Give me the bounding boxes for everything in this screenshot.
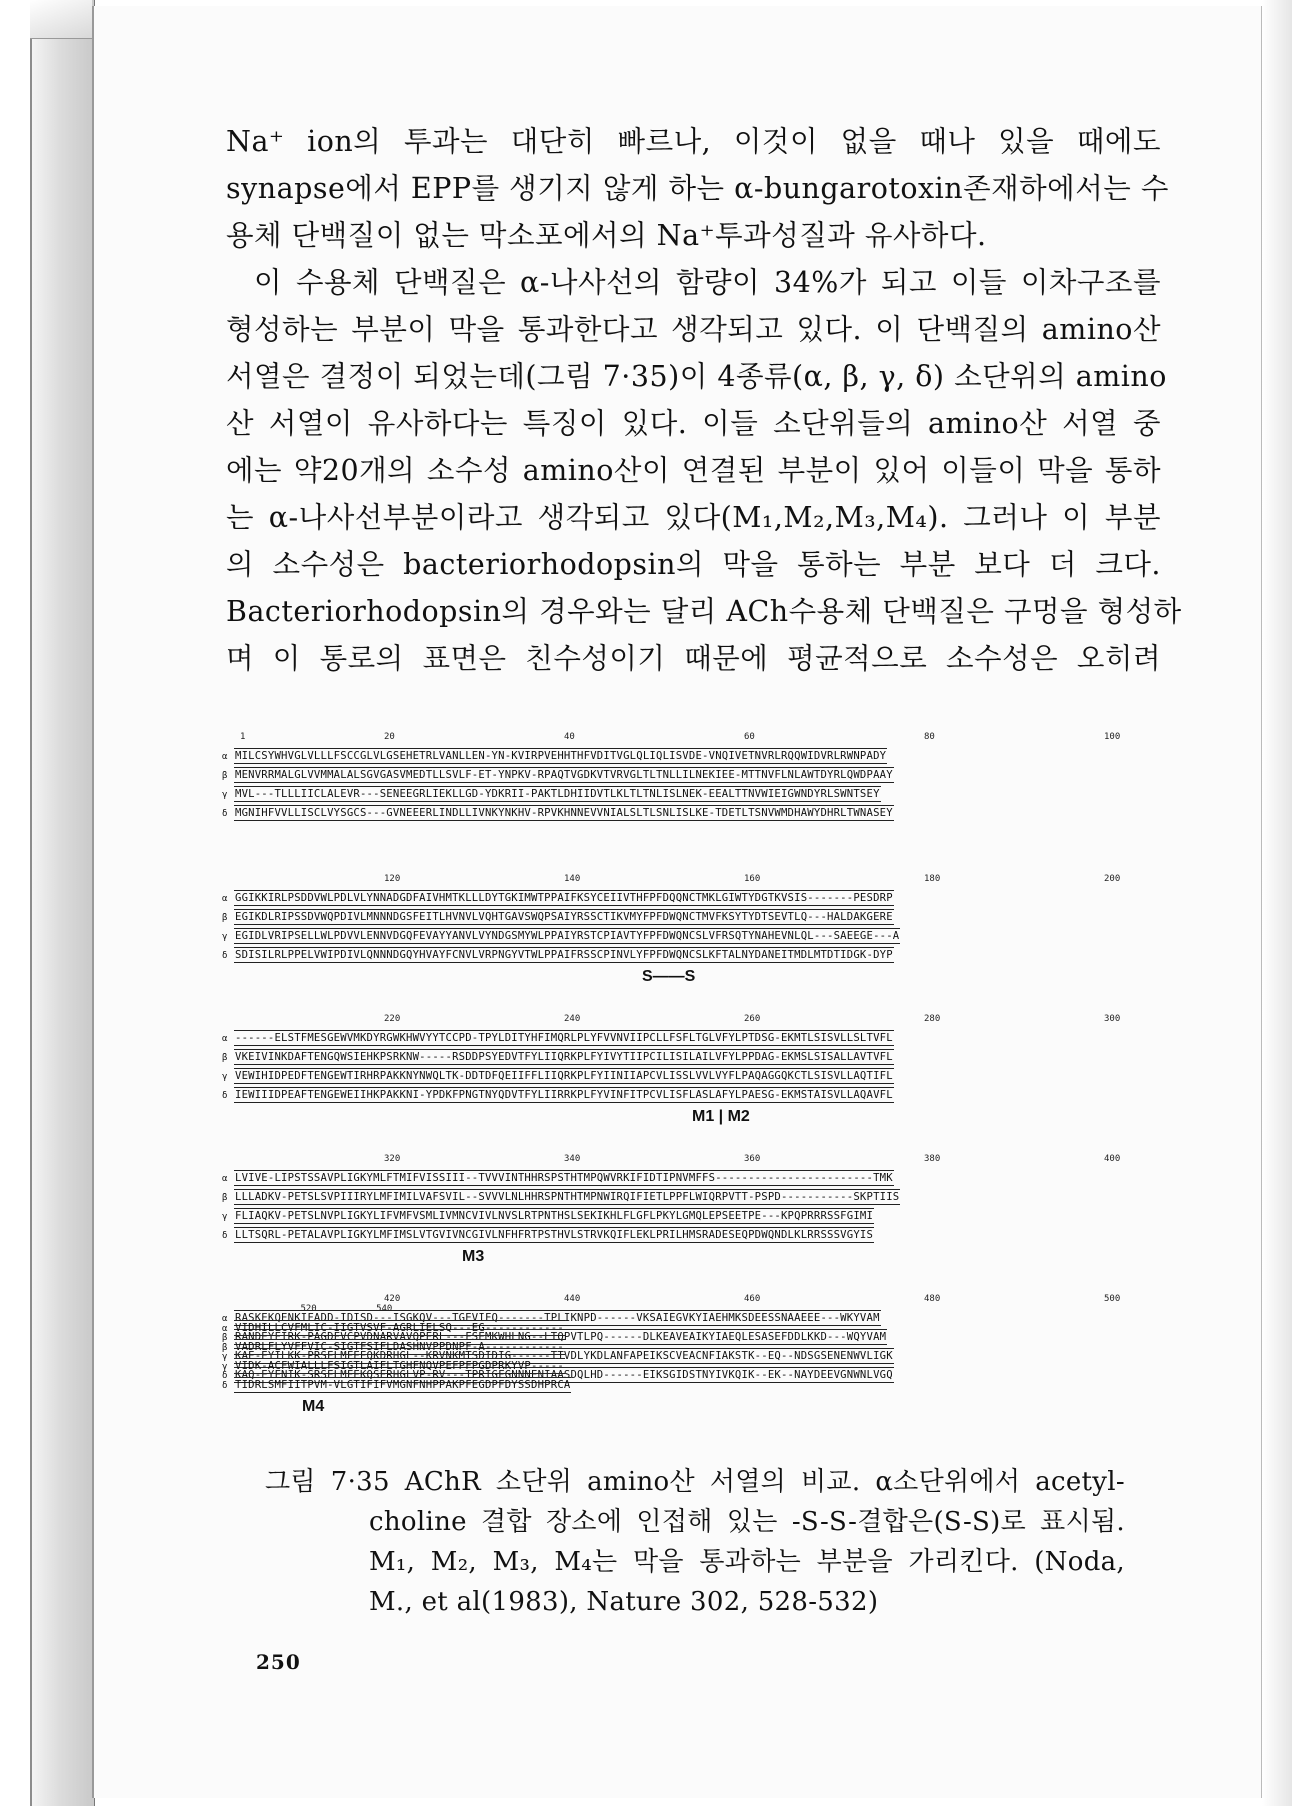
alignment-block <box>222 1154 1162 1284</box>
amino-acid-sequence: VADRLFLYVFFVIC-SIGTFSIFLDASHNVPPDNPF-A------------ <box>235 1341 564 1353</box>
amino-acid-sequence: LLTSQRL-PETALAVPLIGKYLMFIMSLVTGVIVNCGIVLNFHFRTPSTHVLSTRVKQIFLEKLPRILHMSRADESEQPDWQNDLKLRRSSSVGYIS <box>235 1229 874 1241</box>
subunit-label: α <box>222 894 228 904</box>
region-marker: M4 <box>302 1398 325 1415</box>
subunit-label: β <box>222 1343 228 1353</box>
sequence-row <box>222 909 1162 927</box>
sequence-row <box>222 786 1162 804</box>
subunit-label: β <box>222 771 228 781</box>
ruler-tick-label: 520 <box>300 1304 317 1314</box>
ruler-tick-label: 460 <box>744 1294 761 1304</box>
caption-line: M., et al(1983), Nature 302, 528-532) <box>369 1587 879 1617</box>
sequence-row <box>222 1068 1162 1086</box>
subunit-label: δ <box>222 951 228 961</box>
alignment-block <box>222 874 1162 1004</box>
ruler-tick-label: 280 <box>924 1014 941 1024</box>
amino-acid-sequence: KAE-EYILKK-PRSELMFEEQKDRHGL--KRVNKMTSDIDIG------TTVDLYKDLANFAPEIKSCVEACNFIAKSTK--EQ--NDSGSENENWVLIGK <box>235 1350 893 1362</box>
body-line: 서열은 결정이 되었는데(그림 7·35)이 4종류(α, β, γ, δ) 소단위의 amino <box>226 360 1167 393</box>
position-ruler <box>240 1304 1158 1318</box>
subunit-label: γ <box>222 1072 228 1082</box>
ruler-tick-label: 1 <box>240 732 246 742</box>
amino-acid-sequence: MGNIHFVVLLISCLVYSGCS---GVNEEERLINDLLIVNKYNKHV-RPVKHNNEVVNIALSLTLSNLISLKE-TDETLTSNVWMDHAWYDHRLTWNASEY <box>235 807 893 819</box>
ruler-tick-label: 160 <box>744 874 761 884</box>
book-cover-corner <box>30 0 92 39</box>
subunit-label: β <box>222 1193 228 1203</box>
body-line: 는 α-나사선부분이라고 생각되고 있다(M₁,M₂,M₃,M₄). 그러나 이 부분 <box>226 501 1161 534</box>
amino-acid-sequence: SDISILRLPPELVWIPDIVLQNNNDGQYHVAYFCNVLVRPNGYVTWLPPAIFRSSCPINVLYFPFDWQNCSLKFTALNYDANEITMDLMTDTIDGK-DYP <box>235 949 893 961</box>
amino-acid-sequence: RASKEKQENKIFADD-IDISD---ISGKQV---TGEVIFQ-------TPLIKNPD------VKSAIEGVKYIAEHMKSDEESSNAAEEE---WKYVAM <box>235 1312 880 1324</box>
subunit-label: δ <box>222 1231 228 1241</box>
ruler-tick-label: 80 <box>924 732 935 742</box>
amino-acid-sequence: LLLADKV-PETSLSVPIIIRYLMFIMILVAFSVIL--SVVVLNLHHRSPNTHTMPNWIRQIFIETLPPFLWIQRPVTT-PSPD-----------SKPTIIS <box>235 1191 900 1203</box>
sequence-row <box>222 767 1162 785</box>
ruler-tick-label: 20 <box>384 732 395 742</box>
amino-acid-sequence: VKEIVINKDAFTENGQWSIEHKPSRKNW-----RSDDPSYEDVTFYLIIQRKPLFYIVYTIIPCILISILAILVFYLPPDAG-EKMSLSISALLAVTVFL <box>235 1051 893 1063</box>
body-line: 에는 약20개의 소수성 amino산이 연결된 부분이 있어 이들이 막을 통하 <box>226 454 1161 487</box>
ruler-tick-label: 240 <box>564 1014 581 1024</box>
amino-acid-sequence: VIDHILLCVFMLIC-IIGTVSVF-AGRLIELSQ---EG------------ <box>235 1322 564 1334</box>
amino-acid-sequence: TIDRLSMFIITPVM-VLGTIFIFVMGNFNHPPAKPFEGDPFDYSSDHPRCA <box>235 1379 571 1391</box>
sequence-row <box>222 1377 1162 1395</box>
sequence-row <box>222 1189 1162 1207</box>
sequence-row <box>222 1339 1162 1357</box>
ruler-tick-label: 60 <box>744 732 755 742</box>
ruler-tick-label: 360 <box>744 1154 761 1164</box>
subunit-label: β <box>222 1053 228 1063</box>
ruler-tick-label: 120 <box>384 874 401 884</box>
subunit-label: β <box>222 1333 228 1343</box>
region-marker: S——S <box>642 968 696 985</box>
sequence-row <box>222 1320 1162 1338</box>
region-marker: M1 | M2 <box>692 1108 750 1125</box>
sequence-row <box>222 1208 1162 1226</box>
sequence-row <box>222 748 1162 766</box>
sequence-row <box>222 1170 1162 1188</box>
amino-acid-sequence: RANDEYFIRK-PAGDFVCPVDNARVAVQPERL---FSEMKWHLNG--LTQPVTLPQ------DLKEAVEAIKYIAEQLESASEFDDLKKD---WQYVAM <box>235 1331 887 1343</box>
subunit-label: γ <box>222 1352 228 1362</box>
sequence-row <box>222 805 1162 823</box>
sequence-row <box>222 1030 1162 1048</box>
position-ruler <box>240 732 1158 746</box>
subunit-label: α <box>222 1324 228 1334</box>
subunit-label: α <box>222 752 228 762</box>
sequence-alignment-figure <box>222 732 1162 1452</box>
amino-acid-sequence: EGIDLVRIPSELLWLPDVVLENNVDGQFEVAYYANVLVYNDGSMYWLPPAIYRSTCPIAVTYFPFDWQNCSLVFRSQTYNAHEVNLQL---SAEEGE---A <box>235 930 900 942</box>
sequence-row <box>222 1087 1162 1105</box>
amino-acid-sequence: MENVRRMALGLVVMMALALSGVGASVMEDTLLSVLF-ET-YNPKV-RPAQTVGDKVTVRVGLTLTNLLILNEKIEE-MTTNVFLNLAWTDYRLQWDPAAY <box>235 769 893 781</box>
amino-acid-sequence: VEWIHIDPEDFTENGEWTIRHRPAKKNYNWQLTK-DDTDFQEIIFFLIIQRKPLFYIINIIAPCVLISSLVVLVYFLPAQAGGQKCTLSISVLLAQTIFL <box>235 1070 893 1082</box>
caption-line: 그림 7·35 AChR 소단위 amino산 서열의 비교. α소단위에서 acetyl- <box>265 1467 1125 1497</box>
subunit-label: δ <box>222 1091 228 1101</box>
sequence-row <box>222 947 1162 965</box>
subunit-label: α <box>222 1174 228 1184</box>
figure-caption <box>265 1462 1125 1622</box>
alignment-block <box>222 1014 1162 1144</box>
amino-acid-sequence: KAQ-EYFNIK-SRSELMFEKQSERHGLVP-RV---TPRIGFGNNNENIAASDQLHD------EIKSGIDSTNYIVKQIK--EK--NAYDEEVGNWNLVGQ <box>235 1369 893 1381</box>
ruler-tick-label: 340 <box>564 1154 581 1164</box>
sequence-row <box>222 928 1162 946</box>
amino-acid-sequence: EGIKDLRIPSSDVWQPDIVLMNNNDGSFEITLHVNVLVQHTGAVSWQPSAIYRSSCTIKVMYFPFDWQNCTMVFKSYTYDTSEVTLQ---HALDAKGERE <box>235 911 893 923</box>
subunit-label: γ <box>222 1362 228 1372</box>
body-line: 형성하는 부분이 막을 통과한다고 생각되고 있다. 이 단백질의 amino산 <box>226 313 1161 346</box>
body-line: synapse에서 EPP를 생기지 않게 하는 α-bungarotoxin존재하에서는 수 <box>226 172 1169 205</box>
body-line: 이 수용체 단백질은 α-나사선의 함량이 34%가 되고 이들 이차구조를 <box>254 266 1161 299</box>
body-line: 의 소수성은 bacteriorhodopsin의 막을 통하는 부분 보다 더 크다. <box>226 548 1161 581</box>
ruler-tick-label: 100 <box>1104 732 1121 742</box>
body-line: 용체 단백질이 없는 막소포에서의 Na⁺투과성질과 유사하다. <box>226 219 987 252</box>
ruler-tick-label: 380 <box>924 1154 941 1164</box>
ruler-tick-label: 260 <box>744 1014 761 1024</box>
amino-acid-sequence: LVIVE-LIPSTSSAVPLIGKYMLFTMIFVISSIII--TVVVINTHHRSPSTHTMPQWVRKIFIDTIPNVMFFS------------------------TMK <box>235 1172 893 1184</box>
amino-acid-sequence: ------ELSTFMESGEWVMKDYRGWKHWVYYTCCPD-TPYLDITYHFIMQRLPLYFVVNVIIPCLLFSFLTGLVFYLPTDSG-EKMTLSISVLLSLTVFL <box>235 1032 893 1044</box>
subunit-label: α <box>222 1034 228 1044</box>
alignment-block <box>222 732 1162 862</box>
subunit-label: δ <box>222 1381 228 1391</box>
subunit-label: β <box>222 913 228 923</box>
alignment-block <box>222 1304 1162 1434</box>
body-line: Na⁺ ion의 투과는 대단히 빠르나, 이것이 없을 때나 있을 때에도 <box>226 125 1161 158</box>
subunit-label: γ <box>222 790 228 800</box>
ruler-tick-label: 540 <box>376 1304 393 1314</box>
ruler-tick-label: 420 <box>384 1294 401 1304</box>
subunit-label: δ <box>222 1371 228 1381</box>
ruler-tick-label: 140 <box>564 874 581 884</box>
ruler-tick-label: 300 <box>1104 1014 1121 1024</box>
ruler-tick-label: 320 <box>384 1154 401 1164</box>
subunit-label: δ <box>222 809 228 819</box>
ruler-tick-label: 40 <box>564 732 575 742</box>
amino-acid-sequence: MVL---TLLLIICLALEVR---SENEEGRLIEKLLGD-YDKRII-PAKTLDHIIDVTLKLTLTNLISLNEK-EEALTTNVWIEIGWNDYRLSWNTSEY <box>235 788 880 800</box>
amino-acid-sequence: GGIKKIRLPSDDVWLPDLVLYNNADGDFAIVHMTKLLLDYTGKIMWTPPAIFKSYCEIIVTHFPFDQQNCTMKLGIWTYDGTKVSIS-------PESDRP <box>235 892 893 904</box>
amino-acid-sequence: VIDK-ACFWIALLLFSIGTLAIFLTGHFNQVPEFPFPGDPRKYVP----- <box>235 1360 564 1372</box>
subunit-label: α <box>222 1314 228 1324</box>
region-marker: M3 <box>462 1248 485 1265</box>
sequence-row <box>222 1049 1162 1067</box>
sequence-row <box>222 1227 1162 1245</box>
page-number: 250 <box>256 1650 301 1674</box>
amino-acid-sequence: MILCSYWHVGLVLLLFSCCGLVLGSEHETRLVANLLEN-YN-KVIRPVEHHTHFVDITVGLQLIQLISVDE-VNQIVETNVRLRQQWIDVRLRWNPADY <box>235 750 887 762</box>
sequence-row <box>222 890 1162 908</box>
ruler-tick-label: 220 <box>384 1014 401 1024</box>
body-paragraphs <box>226 118 1182 682</box>
book-page-edge <box>30 0 95 1806</box>
position-ruler <box>240 874 1158 888</box>
ruler-tick-label: 180 <box>924 874 941 884</box>
ruler-tick-label: 480 <box>924 1294 941 1304</box>
sequence-row <box>222 1358 1162 1376</box>
ruler-tick-label: 440 <box>564 1294 581 1304</box>
position-ruler <box>240 1154 1158 1168</box>
body-line: 산 서열이 유사하다는 특징이 있다. 이들 소단위들의 amino산 서열 중 <box>226 407 1161 440</box>
ruler-tick-label: 500 <box>1104 1294 1121 1304</box>
amino-acid-sequence: FLIAQKV-PETSLNVPLIGKYLIFVMFVSMLIVMNCVIVLNVSLRTPNTHSLSEKIKHLFLGFLPKYLGMQLEPSEETPE---KPQPRRRSSFGIMI <box>235 1210 874 1222</box>
ruler-tick-label: 400 <box>1104 1154 1121 1164</box>
position-ruler <box>240 1014 1158 1028</box>
page-right-shadow <box>1262 0 1292 1806</box>
ruler-tick-label: 200 <box>1104 874 1121 884</box>
body-line: Bacteriorhodopsin의 경우와는 달리 ACh수용체 단백질은 구멍을 형성하 <box>226 595 1182 628</box>
caption-line: choline 결합 장소에 인접해 있는 -S-S-결합은(S-S)로 표시됨. <box>369 1507 1125 1537</box>
amino-acid-sequence: IEWIIIDPEAFTENGEWEIIHKPAKKNI-YPDKFPNGTNYQDVTFYLIIRRKPLFYVINFITPCVLISFLASLAFYLPAESG-EKMSTAISVLLAQAVFL <box>235 1089 893 1101</box>
caption-line: M₁, M₂, M₃, M₄는 막을 통과하는 부분을 가리킨다. (Noda, <box>369 1547 1125 1577</box>
body-line: 며 이 통로의 표면은 친수성이기 때문에 평균적으로 소수성은 오히려 <box>226 642 1161 675</box>
subunit-label: γ <box>222 932 228 942</box>
subunit-label: γ <box>222 1212 228 1222</box>
